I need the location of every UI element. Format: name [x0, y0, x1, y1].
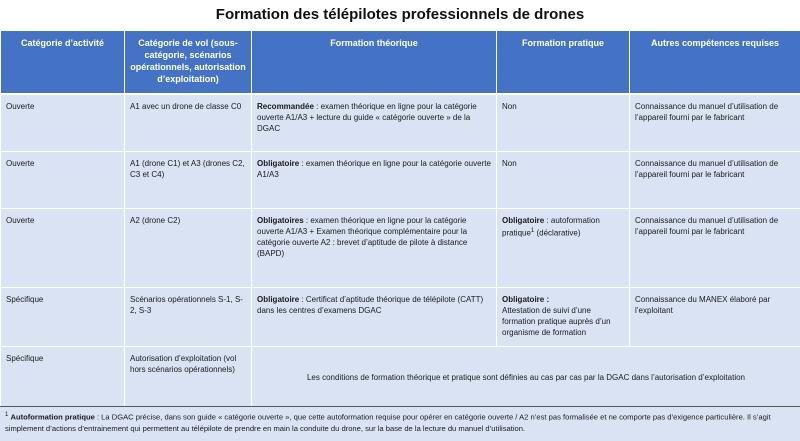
- page-title: Formation des télépilotes professionnels de drones: [215, 6, 585, 23]
- requirement-label: Recommandée: [257, 102, 314, 111]
- cell-other: Connaissance du manuel d’utilisation de l’appareil fourni par le fabricant: [630, 209, 800, 288]
- cell-theoretical: [252, 94, 497, 152]
- requirement-label: Obligatoire: [502, 216, 545, 225]
- cell-other: Connaissance du manuel d’utilisation de l’appareil fourni par le fabricant: [630, 94, 800, 152]
- header-practical-training: Formation pratique: [497, 31, 630, 94]
- requirement-label: Obligatoire: [257, 295, 300, 304]
- table-row: [1, 347, 800, 408]
- requirement-text: : examen théorique en ligne pour la catégorie ouverte A1/A3 + lecture du guide « catégorie ouverte » de la DGAC: [257, 102, 477, 133]
- cell-flight: Scénarios opérationnels S-1, S-2, S-3: [125, 288, 252, 347]
- footnote-text: : La DGAC précise, dans son guide « catégorie ouverte », que cette autoformation requise pour opérer en catégorie ouverte / A2 n’est pas formalisée et ne comporte pas d’exigence particulière. Il s’agit simplement d’actions d’entrainement qui permettent au télépilote de prendre en main la conduite du drone, sur la base de la lecture du manuel d’utilisation.: [5, 412, 771, 433]
- cell-practical: [497, 209, 630, 288]
- table-row: [1, 94, 800, 152]
- cell-activity: Ouverte: [1, 94, 125, 152]
- footnote: [0, 406, 800, 441]
- requirement-label: Obligatoire :: [502, 295, 550, 304]
- cell-practical: [497, 288, 630, 347]
- requirement-text: Non: [502, 159, 517, 168]
- requirement-label: Obligatoires: [257, 216, 304, 225]
- footnote-ref[interactable]: 1: [530, 228, 535, 234]
- requirement-text: : examen théorique en ligne pour la catégorie ouverte A1/A3 + Examen théorique complémentaire pour la catégorie ouverte A2 : brevet d’aptitude de pilote à distance (BAPD): [257, 216, 468, 258]
- cell-activity: Ouverte: [1, 209, 125, 288]
- cell-other: Connaissance du manuel d’utilisation de l’appareil fourni par le fabricant: [630, 152, 800, 209]
- requirement-text: Attestation de suivi d’une formation pratique auprès d’un organisme de formation: [502, 306, 611, 337]
- requirement-label: Obligatoire: [257, 159, 300, 168]
- cell-practical: [497, 152, 630, 209]
- cell-activity: Spécifique: [1, 288, 125, 347]
- header-theoretical-training: Formation théorique: [252, 31, 497, 94]
- cell-theoretical: [252, 152, 497, 209]
- requirement-text-after: (déclarative): [534, 228, 581, 238]
- cell-other: Connaissance du MANEX élaboré par l’exploitant: [630, 288, 800, 347]
- cell-flight: A2 (drone C2): [125, 209, 252, 288]
- cell-flight: A1 (drone C1) et A3 (drones C2, C3 et C4): [125, 152, 252, 209]
- footnote-marker: 1: [5, 412, 9, 418]
- cell-practical: [497, 94, 630, 152]
- cell-theoretical: [252, 288, 497, 347]
- training-table: [0, 31, 800, 408]
- cell-merged-conditions: Les conditions de formation théorique et pratique sont définies au cas par cas par la DGAC dans l’autorisation d’exploitation: [252, 347, 800, 408]
- footnote-label: Autoformation pratique: [10, 412, 95, 422]
- cell-flight: Autorisation d’exploitation (vol hors scénarios opérationnels): [125, 347, 252, 408]
- cell-activity: Ouverte: [1, 152, 125, 209]
- table-row: [1, 288, 800, 347]
- table-row: [1, 152, 800, 209]
- cell-flight: A1 avec un drone de classe C0: [125, 94, 252, 152]
- cell-activity: Spécifique: [1, 347, 125, 408]
- header-flight-category: Catégorie de vol (sous-catégorie, scénarios opérationnels, autorisation d’exploitation): [125, 31, 252, 94]
- table-header-row: [1, 31, 800, 94]
- table-row: [1, 209, 800, 288]
- header-other-skills: Autres compétences requises: [630, 31, 800, 94]
- header-activity-category: Catégorie d’activité: [1, 31, 125, 94]
- requirement-text: : autoformation pratique: [502, 216, 600, 238]
- requirement-text: Non: [502, 102, 517, 111]
- cell-theoretical: [252, 209, 497, 288]
- requirement-text: : examen théorique en ligne pour la catégorie ouverte A1/A3: [257, 159, 491, 179]
- requirement-text: : Certificat d’aptitude théorique de télépilote (CATT) dans les centres d’examens DGAC: [257, 295, 484, 315]
